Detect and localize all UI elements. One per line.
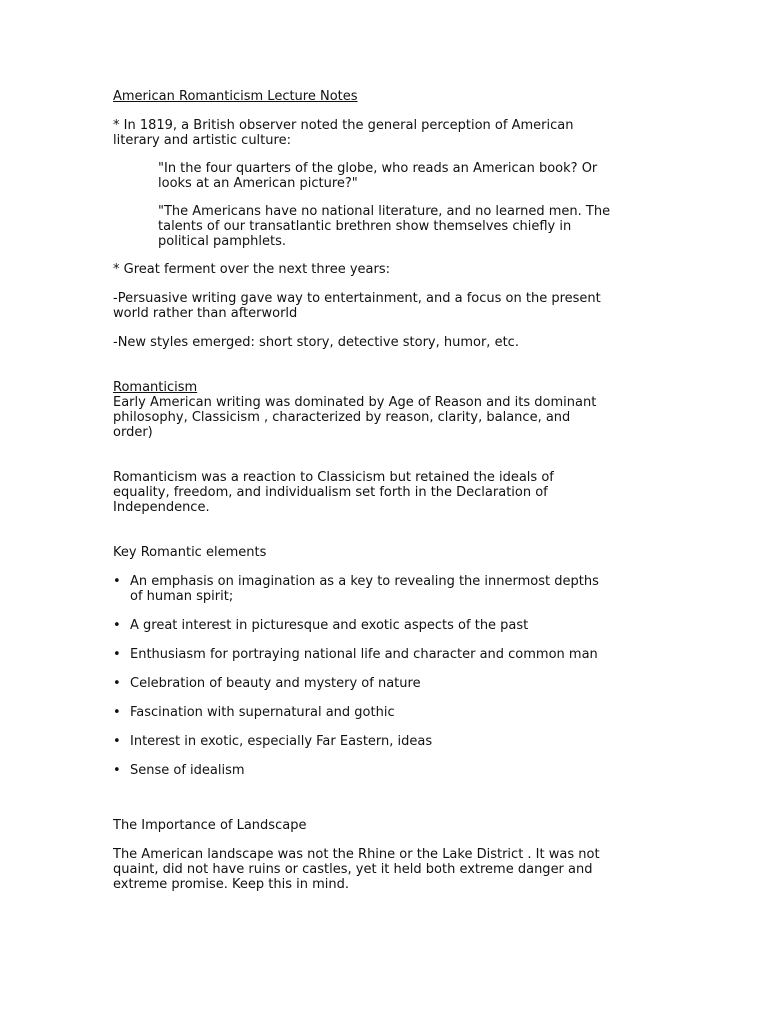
quote-paragraph: "In the four quarters of the globe, who reads an American book? Or looks at an American picture?" bbox=[158, 161, 598, 191]
list-item bbox=[113, 647, 653, 662]
ferment-heading: * Great ferment over the next three years: bbox=[113, 262, 390, 277]
bullet-icon: • bbox=[113, 574, 121, 589]
observer-intro: * In 1819, a British observer noted the general perception of American literary and artistic culture: bbox=[113, 118, 574, 148]
list-item bbox=[113, 574, 653, 604]
list-item bbox=[113, 618, 653, 633]
quote-paragraph: "The Americans have no national literature, and no learned men. The talents of our transatlantic brethren show themselves chiefly in political pamphlets. bbox=[158, 204, 611, 249]
list-item-text: Celebration of beauty and mystery of nature bbox=[130, 676, 421, 691]
document-page bbox=[113, 89, 653, 892]
key-elements-list bbox=[113, 574, 653, 778]
list-item-text: Fascination with supernatural and gothic bbox=[130, 705, 395, 720]
list-item-text: An emphasis on imagination as a key to revealing the innermost depths of human spirit; bbox=[130, 574, 599, 604]
ferment-point: -New styles emerged: short story, detective story, humor, etc. bbox=[113, 335, 519, 350]
key-elements-heading: Key Romantic elements bbox=[113, 545, 267, 560]
list-item bbox=[113, 763, 653, 778]
list-item bbox=[113, 705, 653, 720]
bullet-icon: • bbox=[113, 676, 121, 691]
bullet-icon: • bbox=[113, 763, 121, 778]
list-item-text: A great interest in picturesque and exotic aspects of the past bbox=[130, 618, 529, 633]
bullet-icon: • bbox=[113, 734, 121, 749]
list-item-text: Enthusiasm for portraying national life and character and common man bbox=[130, 647, 598, 662]
landscape-heading: The Importance of Landscape bbox=[113, 818, 307, 833]
bullet-icon: • bbox=[113, 705, 121, 720]
ferment-point: -Persuasive writing gave way to entertainment, and a focus on the present world rather than afterworld bbox=[113, 291, 601, 321]
document-title: American Romanticism Lecture Notes bbox=[113, 89, 358, 104]
list-item-text: Interest in exotic, especially Far Eastern, ideas bbox=[130, 734, 433, 749]
list-item bbox=[113, 676, 653, 691]
bullet-icon: • bbox=[113, 647, 121, 662]
landscape-text: The American landscape was not the Rhine or the Lake District . It was not quaint, did not have ruins or castles, yet it held both extreme danger and extreme promise. Keep this in mind. bbox=[113, 847, 600, 892]
list-item bbox=[113, 734, 653, 749]
bullet-icon: • bbox=[113, 618, 121, 633]
romanticism-heading: Romanticism bbox=[113, 380, 198, 395]
romanticism-intro: Early American writing was dominated by Age of Reason and its dominant philosophy, Classicism , characterized by reason, clarity, balance, and order) bbox=[113, 395, 597, 440]
list-item-text: Sense of idealism bbox=[130, 763, 245, 778]
romanticism-reaction: Romanticism was a reaction to Classicism but retained the ideals of equality, freedom, and individualism set forth in the Declaration of Independence. bbox=[113, 470, 554, 515]
